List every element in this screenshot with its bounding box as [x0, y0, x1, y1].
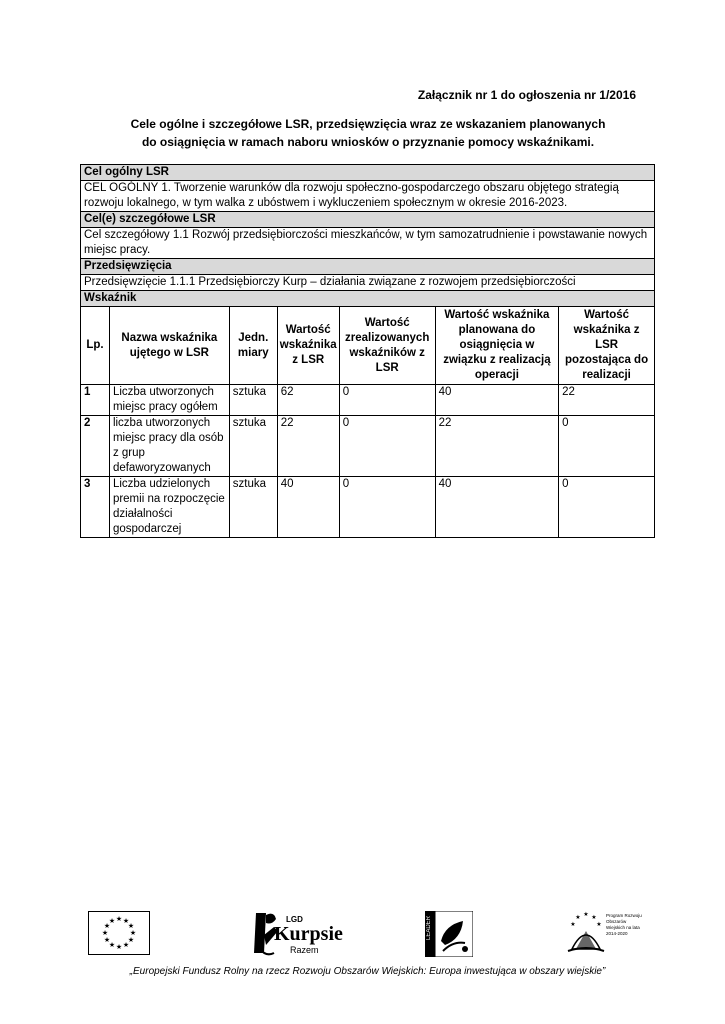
eu-flag-logo [88, 911, 150, 955]
header-name: Nazwa wskaźnika ujętego w LSR [109, 307, 229, 385]
row-unit: sztuka [229, 416, 277, 477]
row-name: Liczba utworzonych miejsc pracy ogółem [109, 385, 229, 416]
leader-leaf-icon [425, 911, 473, 957]
prow-logo [566, 909, 646, 957]
row-planned: 40 [435, 385, 559, 416]
svg-text:★: ★ [583, 911, 589, 918]
row-lp: 3 [81, 477, 110, 538]
header-unit: Jedn. miary [229, 307, 277, 385]
row-remaining: 0 [559, 416, 655, 477]
document-title [80, 115, 656, 151]
svg-text:★: ★ [101, 929, 109, 937]
row-value-lsr: 62 [277, 385, 339, 416]
specific-goal-text: Cel szczegółowy 1.1 Rozwój przedsiębiorczości mieszkańców, w tym samozatrudnienie i powstawanie nowych miejsc pracy. [81, 228, 655, 259]
row-realized: 0 [339, 416, 435, 477]
svg-text:★: ★ [591, 914, 597, 921]
general-goal-label: Cel ogólny LSR [81, 165, 655, 181]
lgd-small-label: LGD [286, 915, 303, 924]
prow-emblem-icon [566, 909, 606, 957]
svg-text:★: ★ [570, 921, 576, 928]
leader-logo [425, 911, 473, 957]
row-name: liczba utworzonych miejsc pracy dla osób z grup defaworyzowanych [109, 416, 229, 477]
svg-text:★: ★ [575, 914, 581, 921]
svg-text:★: ★ [103, 922, 111, 930]
svg-text:★: ★ [115, 915, 123, 923]
indicator-header-row [81, 307, 655, 385]
footer-funding-note: „Europejski Fundusz Rolny na rzecz Rozwoju Obszarów Wiejskich: Europa inwestująca w obszary wiejskie” [129, 966, 606, 977]
footer-logos [80, 905, 655, 960]
lgd-kurpsie-logo [252, 905, 342, 960]
row-planned: 22 [435, 416, 559, 477]
row-value-lsr: 22 [277, 416, 339, 477]
svg-text:★: ★ [103, 936, 111, 944]
row-lp: 2 [81, 416, 110, 477]
svg-text:★: ★ [596, 921, 602, 928]
header-lp: Lp. [81, 307, 110, 385]
title-line-1: Cele ogólne i szczegółowe LSR, przedsięwzięcia wraz ze wskazaniem planowanych [130, 117, 606, 131]
row-lp: 1 [81, 385, 110, 416]
header-planned: Wartość wskaźnika planowana do osiągnięcia w związku z realizacją operacji [435, 307, 559, 385]
row-remaining: 22 [559, 385, 655, 416]
row-value-lsr: 40 [277, 477, 339, 538]
lgd-sub-label: Razem [290, 945, 319, 955]
svg-text:★: ★ [129, 929, 137, 937]
svg-text:★: ★ [122, 941, 130, 949]
svg-text:★: ★ [127, 936, 135, 944]
general-goal-text: CEL OGÓLNY 1. Tworzenie warunków dla rozwoju społeczno-gospodarczego obszaru objętego strategią rozwoju lokalnego, w tym walka z ubóstwem i wykluczeniem społecznym w okresie 2016-2023. [81, 181, 655, 212]
row-realized: 0 [339, 385, 435, 416]
header-remaining: Wartość wskaźnika z LSR pozostająca do realizacji [559, 307, 655, 385]
leader-label: LEADER [426, 916, 432, 941]
header-realized: Wartość zrealizowanych wskaźników z LSR [339, 307, 435, 385]
svg-text:★: ★ [115, 943, 123, 951]
table-row [81, 385, 655, 416]
eu-stars-icon [89, 912, 149, 954]
row-unit: sztuka [229, 477, 277, 538]
svg-text:★: ★ [127, 922, 135, 930]
row-name: Liczba udzielonych premii na rozpoczęcie działalności gospodarczej [109, 477, 229, 538]
row-planned: 40 [435, 477, 559, 538]
table-row [81, 477, 655, 538]
row-realized: 0 [339, 477, 435, 538]
goals-table [80, 164, 655, 538]
specific-goal-label: Cel(e) szczegółowe LSR [81, 212, 655, 228]
title-line-2: do osiągnięcia w ramach naboru wniosków o przyznanie pomocy wskaźnikami. [141, 135, 595, 149]
indicator-label: Wskaźnik [81, 291, 655, 307]
row-unit: sztuka [229, 385, 277, 416]
lgd-name-label: Kurpsie [274, 923, 343, 945]
svg-text:★: ★ [108, 941, 116, 949]
projects-text: Przedsięwzięcie 1.1.1 Przedsiębiorczy Kurp – działania związane z rozwojem przedsiębiorczości [81, 275, 655, 291]
table-row [81, 416, 655, 477]
svg-text:★: ★ [122, 917, 130, 925]
svg-text:★: ★ [108, 917, 116, 925]
annex-reference: Załącznik nr 1 do ogłoszenia nr 1/2016 [417, 88, 636, 102]
projects-label: Przedsięwzięcia [81, 259, 655, 275]
prow-label: Program Rozwoju Obszarów Wiejskich na lata 2014-2020 [606, 913, 642, 936]
header-value-lsr: Wartość wskaźnika z LSR [277, 307, 339, 385]
row-remaining: 0 [559, 477, 655, 538]
